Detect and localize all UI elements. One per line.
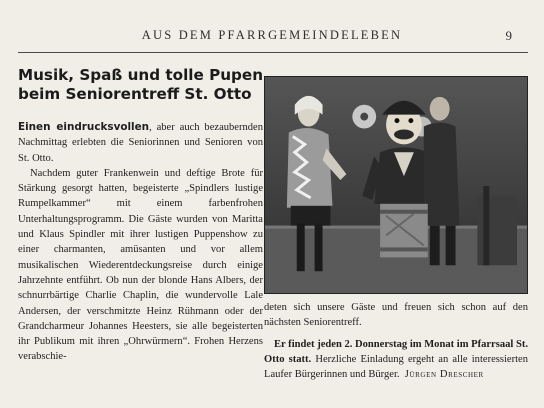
page-header (0, 28, 544, 50)
lead-bold-text: Einen eindrucksvollen (18, 121, 150, 133)
article-headline (18, 66, 263, 104)
header-rule (18, 52, 528, 53)
event-photo (264, 76, 528, 294)
body-paragraph: Nachdem guter Frankenwein und deftige Brote für Stärkung gesorgt hatten, begeisterte „Spindlers lustige Rumpelkammer“ mit einem farbenfrohen Unterhaltungsprogramm. Die Gäste wurden von Maritta und Klaus Spindler mit ihrer lustigen Puppenshow zu einer charmanten, amüsanten und vor allem musikalischen Wiederentdeckungsreise durch einige Jahrzehnte entführt. Ob nun der blonde Hans Albers, der schnurrbärtige Charlie Chaplin, die wundervolle Lale Andersen, der verschmitzte Heinz Rühmann oder der Grandcharmeur Johannes Heesters, sie alle begeisterten ihr Publikum mit ihren „Ohrwürmern“. Frohen Herzens verabschie- (18, 167, 263, 363)
lead-paragraph (18, 120, 263, 166)
author-name: Jürgen Drescher (404, 369, 484, 381)
article-column-left (18, 120, 263, 365)
section-title: AUS DEM PFARRGEMEINDELEBEN (141, 28, 403, 42)
closing-paragraph: deten sich unsere Gäste und freuen sich schon auf den nächsten Seniorentreff. (264, 302, 528, 329)
meeting-info-bold: Er findet jeden 2. Donnerstag im Monat im Pfarrsaal St. Otto statt. (264, 338, 528, 365)
headline-line-2: beim Seniorentreff St. Otto (18, 85, 252, 103)
lead-text: , aber auch bezaubernden Nachmittag erlebten die Seniorinnen und Senioren von St. Otto. (18, 122, 263, 164)
headline-line-1: Musik, Spaß und tolle Pupen (18, 66, 264, 84)
article-column-right (264, 300, 528, 382)
invitation-paragraph (264, 337, 528, 383)
puppet-show-photo (265, 77, 527, 293)
invitation-text: Herzliche Einladung ergeht an alle interessierten Laufer Bürgerinnen und Bürger. (264, 353, 528, 381)
page-number: 9 (505, 28, 512, 43)
